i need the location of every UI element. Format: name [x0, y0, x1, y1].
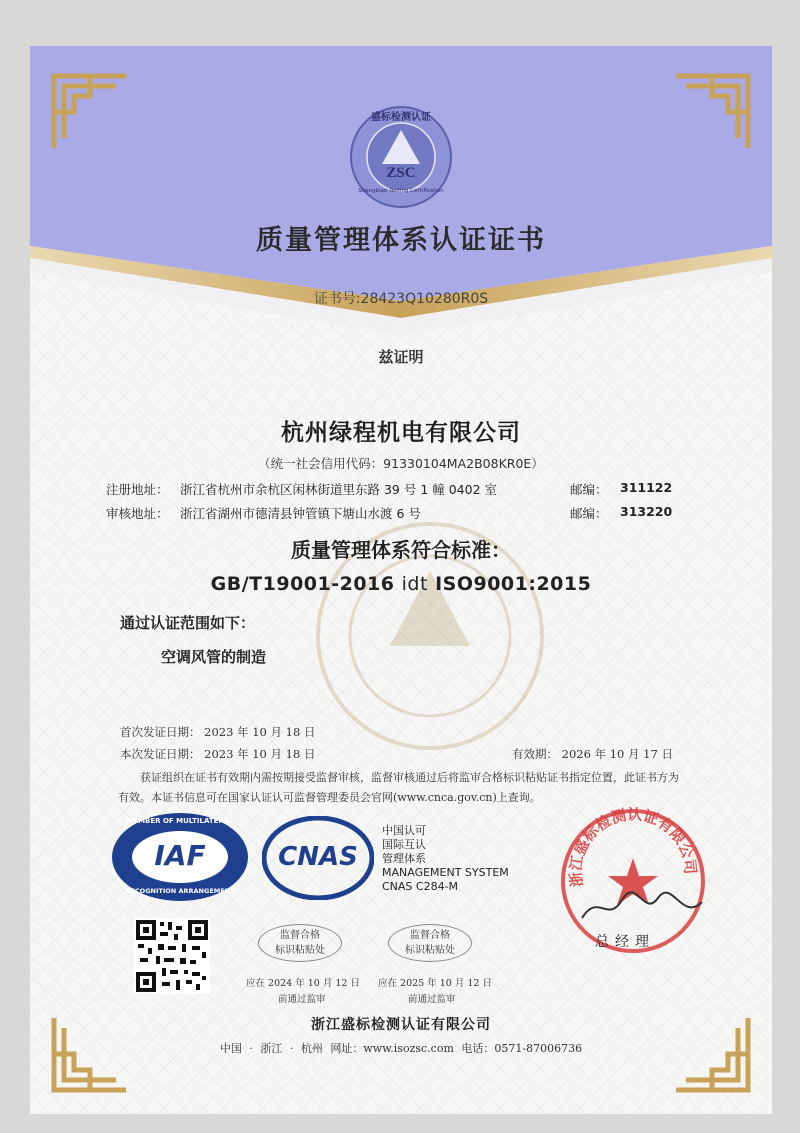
footer-website[interactable]: 网址：www.isozsc.com: [330, 1042, 454, 1055]
credit-code: （统一社会信用代码：91330104MA2B08KR0E）: [258, 456, 544, 471]
this-issue-date: 本次发证日期： 2023 年 10 月 18 日: [120, 747, 316, 761]
scope-value: 空调风管的制造: [161, 648, 267, 666]
audit-address-label: 审核地址：: [106, 506, 169, 521]
audit-address: 浙江省湖州市德清县钟管镇下塘山水渡 6 号: [180, 506, 421, 521]
company-name: 杭州绿程机电有限公司: [281, 420, 521, 446]
certificate-number: 证书号:28423Q10280R0S: [313, 291, 489, 307]
cnas-description: [382, 824, 509, 894]
reg-zip-label: 邮编：: [570, 482, 608, 497]
cnas-line-5: CNAS C284-M: [382, 880, 459, 893]
iaf-top-text: MEMBER OF MULTILATERAL: [126, 817, 234, 825]
standard-title: 质量管理体系符合标准：: [291, 538, 511, 562]
footer-contact: [30, 1040, 772, 1056]
zsc-logo-text: ZSC: [386, 165, 416, 181]
qr-code[interactable]: [134, 918, 210, 994]
sticker-1-line-1: 监督合格: [280, 930, 320, 941]
sticker-1-due: 应在 2024 年 10 月 12 日: [246, 978, 360, 989]
reg-address-label: 注册地址：: [106, 482, 169, 497]
sticker-1-note: 前通过监审: [278, 994, 326, 1005]
cnas-line-3: 管理体系: [382, 852, 426, 865]
cnas-line-2: 国际互认: [382, 838, 426, 851]
sticker-2-note: 前通过监审: [408, 994, 456, 1005]
zsc-seal-logo: [346, 102, 456, 212]
standard-code: [30, 573, 772, 595]
cnas-line-4: MANAGEMENT SYSTEM: [382, 866, 509, 879]
sticker-2-due: 应在 2025 年 10 月 12 日: [378, 978, 492, 989]
standard-idt: idt: [401, 573, 428, 595]
sticker-1-line-2: 标识粘贴处: [275, 945, 325, 956]
corner-ornament-top-right: [672, 72, 752, 152]
notice-text: 获证组织在证书有效期内需按期接受监督审核，监督审核通过后将监审合格标识粘贴证书指定位置，此证书方为有效。本证书信息可在国家认证认可监督管理委员会官网(www.cnca.gov.cn)上查询。: [118, 771, 679, 804]
standard-gb: GB/T19001-2016: [210, 573, 395, 595]
corner-ornament-top-left: [50, 72, 130, 152]
cnas-logo: [262, 816, 374, 900]
first-issue-date: 首次发证日期： 2023 年 10 月 18 日: [120, 725, 316, 739]
audit-zip-label: 邮编：: [570, 506, 608, 521]
audit-zip: 313220: [620, 504, 673, 519]
valid-until-date: 有效期： 2026 年 10 月 17 日: [512, 747, 673, 761]
footer-phone: 电话：0571-87006736: [461, 1042, 583, 1055]
seal-sub-text: Shengbiao Testing Certification: [358, 188, 444, 194]
signature: [578, 888, 708, 928]
attest-text: 兹证明: [378, 348, 424, 366]
certificate-title: 质量管理体系认证证书: [256, 225, 546, 256]
cnas-mark: CNAS: [278, 842, 358, 872]
reg-zip: 311122: [620, 480, 673, 495]
issuer-name: 浙江盛标检测认证有限公司: [311, 1017, 491, 1033]
cnas-line-1: 中国认可: [382, 824, 426, 837]
reg-address: 浙江省杭州市余杭区闲林街道里东路 39 号 1 幢 0402 室: [180, 482, 498, 497]
iaf-mark: IAF: [154, 839, 206, 872]
iaf-logo: [110, 811, 250, 903]
sticker-box-2: [388, 924, 472, 962]
certificate-sheet: [30, 46, 772, 1114]
seal-text: 浙江盛标检测认证有限公司: [566, 806, 700, 889]
sticker-box-1: [258, 924, 342, 962]
scope-title: 通过认证范围如下：: [120, 614, 256, 632]
seal-arc-text: 盛标检测认证: [371, 112, 431, 123]
signer-title: 总经理: [595, 934, 655, 950]
standard-iso: ISO9001:2015: [435, 573, 592, 595]
sticker-2-line-1: 监督合格: [410, 930, 450, 941]
iaf-bottom-text: RECOGNITION ARRANGEMENT: [125, 887, 235, 895]
footer-location: 中国 · 浙江 · 杭州: [219, 1042, 323, 1055]
sticker-2-line-2: 标识粘贴处: [405, 945, 455, 956]
